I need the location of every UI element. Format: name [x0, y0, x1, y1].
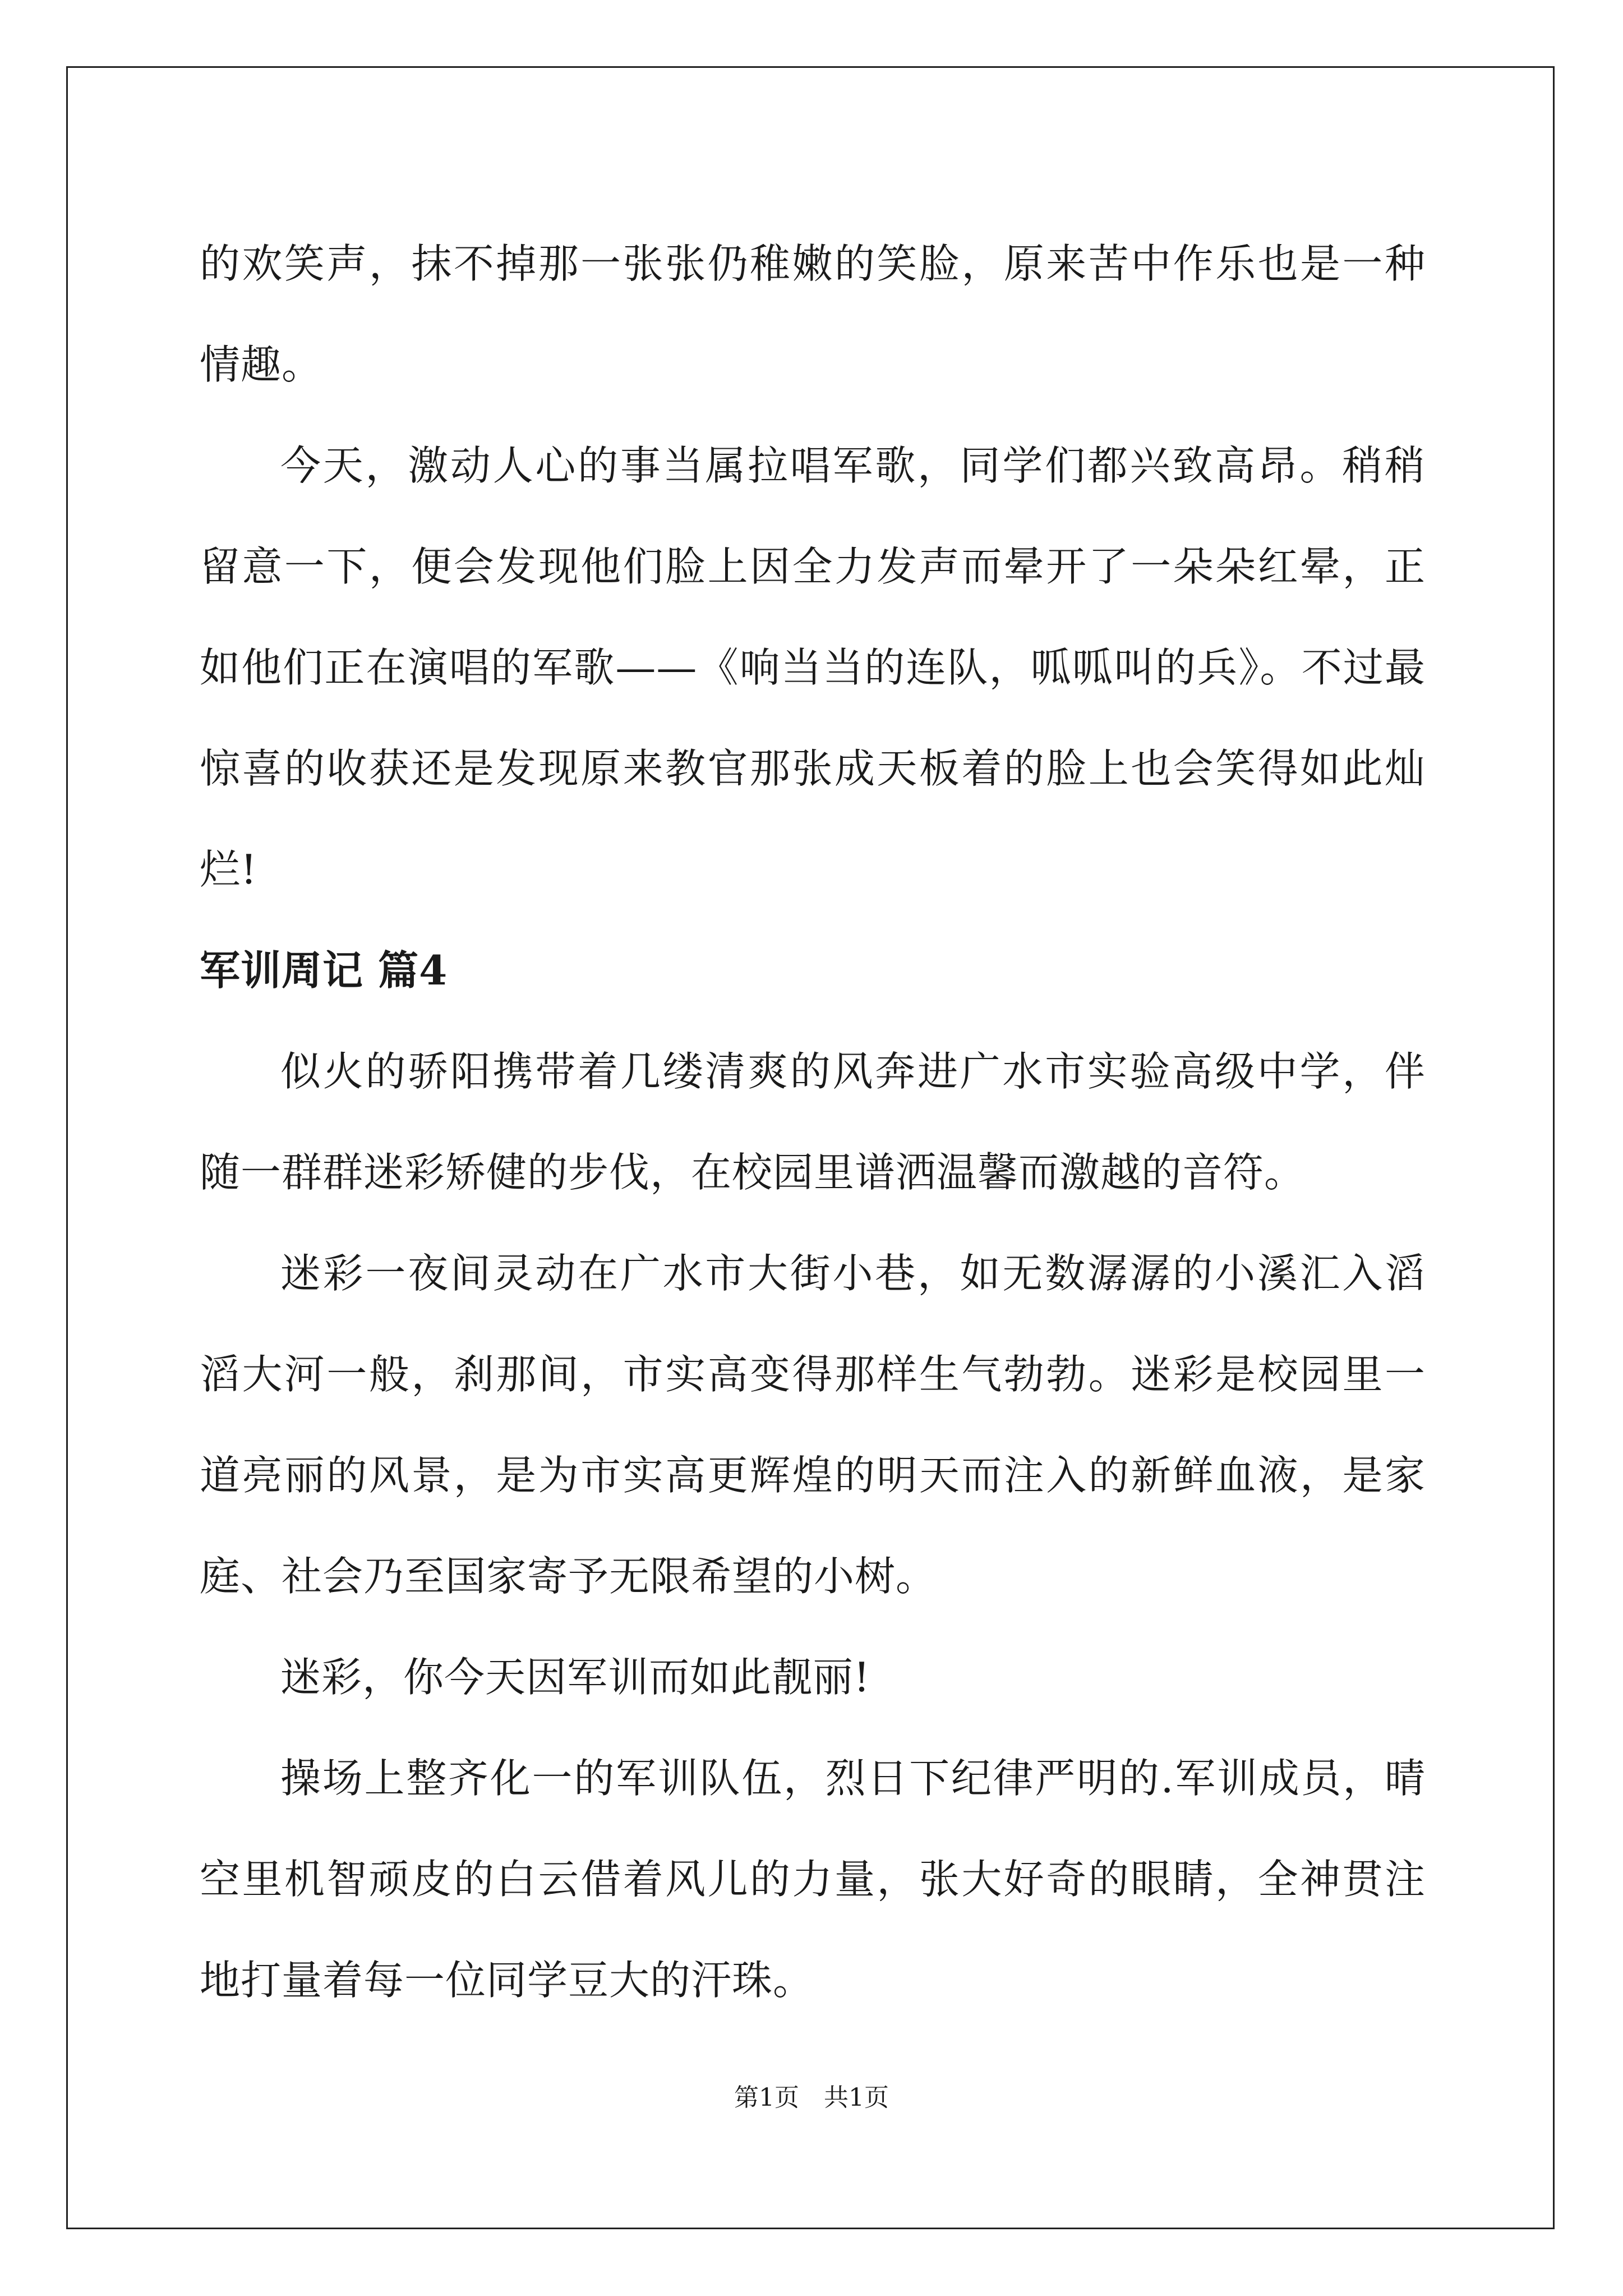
paragraph: 迷彩一夜间灵动在广水市大街小巷，如无数潺潺的小溪汇入滔滔大河一般，刹那间，市实高变得那样生气勃勃。迷彩是校园里一道亮丽的风景，是为市实高更辉煌的明天而注入的新鲜血液，是家庭、社会乃至国家寄予无限希望的小树。	[200, 1250, 1426, 1600]
page-footer	[0, 2081, 1623, 2115]
paragraph: 操场上整齐化一的军训队伍，烈日下纪律严明的.军训成员，晴空里机智顽皮的白云借着风儿的力量，张大好奇的眼睛，全神贯注地打量着每一位同学豆大的汗珠。	[200, 1755, 1426, 2004]
paragraph: 迷彩，你今天因军训而如此靓丽!	[280, 1654, 870, 1701]
paragraph: 今天，激动人心的事当属拉唱军歌，同学们都兴致高昂。稍稍留意一下，便会发现他们脸上因全力发声而晕开了一朵朵红晕，正如他们正在演唱的军歌——《响当当的连队，呱呱叫的兵》。不过最惊喜的收获还是发现原来教官那张成天板着的脸上也会笑得如此灿烂!	[200, 442, 1426, 893]
section-heading: 军训周记 篇4	[200, 946, 448, 994]
page-total: 共1页	[824, 2083, 889, 2112]
page-number: 第1页	[734, 2083, 799, 2112]
paragraph: 似火的骄阳携带着几缕清爽的风奔进广水市实验高级中学，伴随一群群迷彩矫健的步伐，在校园里谱洒温馨而激越的音符。	[200, 1048, 1426, 1196]
document-body	[200, 213, 1426, 2031]
paragraph-continuation: 的欢笑声，抹不掉那一张张仍稚嫩的笑脸，原来苦中作乐也是一种情趣。	[200, 240, 1426, 388]
